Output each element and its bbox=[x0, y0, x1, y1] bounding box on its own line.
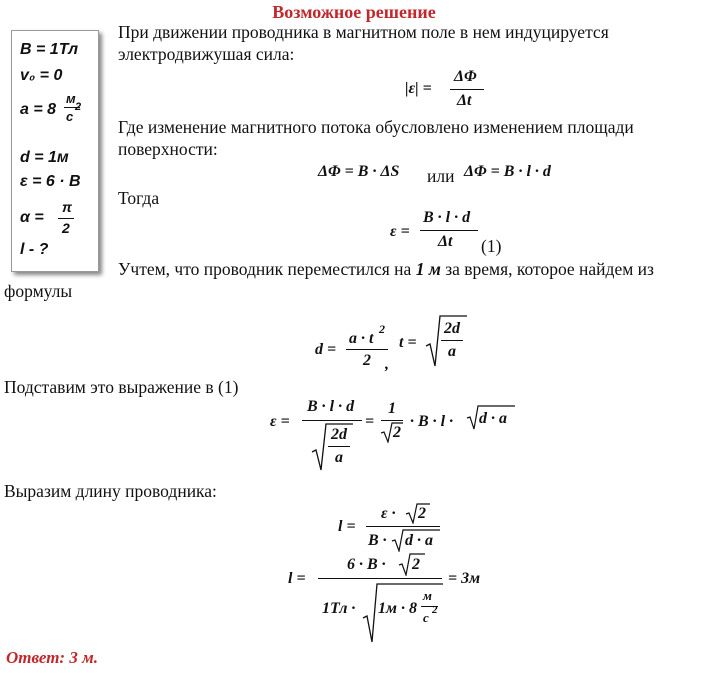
formula-d-comma: , bbox=[385, 356, 389, 373]
formula-t-lhs: t = bbox=[399, 334, 417, 351]
formula-final-m: м bbox=[423, 588, 432, 603]
given-a-pow: 2 bbox=[75, 101, 82, 113]
given-eps: ε = 6 · B bbox=[20, 173, 81, 190]
given-B: B = 1Тл bbox=[20, 41, 79, 58]
formula-final-c: с bbox=[423, 610, 429, 625]
formula-1-lhs: ε = bbox=[390, 223, 410, 240]
text-p3b: формулы bbox=[4, 281, 73, 301]
formula-1-den: Δt bbox=[438, 233, 453, 250]
given-a-den: с bbox=[66, 109, 74, 124]
formula-d-lhs: d = bbox=[315, 341, 337, 358]
formula-sub-lhs: ε = bbox=[270, 413, 290, 430]
formula-dphi-ds: ΔΦ = B · ΔS bbox=[318, 163, 400, 180]
formula-l-num: ε · bbox=[381, 505, 396, 522]
formula-d-pow: 2 bbox=[379, 322, 385, 336]
formula-t-num: 2d bbox=[444, 320, 460, 337]
text-p2a: Где изменение магнитного потока обусловлено изменением площади bbox=[118, 117, 634, 137]
formula-sub-sqrt3: d · a bbox=[479, 410, 507, 427]
formula-1-num: B · l · d bbox=[423, 209, 471, 226]
formula-t-den: a bbox=[448, 343, 456, 360]
text-p3a: Учтем, что проводник переместился на 1 м за время, которое найдем из bbox=[118, 259, 654, 279]
formula-final-den-sqrt: 1м · 8 bbox=[378, 600, 417, 617]
formula-final-den: 1Тл · bbox=[322, 600, 356, 617]
text-p4: Подставим это выражение в (1) bbox=[4, 377, 239, 397]
formula-l-den: B · bbox=[368, 532, 387, 549]
answer: Ответ: 3 м. bbox=[6, 648, 98, 667]
formula-sub-sqrt-den: a bbox=[335, 449, 343, 466]
given-d: d = 1м bbox=[20, 149, 69, 166]
formula-sub-den2: 2 bbox=[393, 424, 401, 441]
formula-1-tag: (1) bbox=[481, 236, 502, 256]
formula-sub-rest: · B · l · bbox=[410, 413, 454, 430]
formula-sub-num2: 1 bbox=[388, 400, 396, 417]
text-or: или bbox=[427, 166, 455, 186]
given-v0: v₀ = 0 bbox=[20, 67, 63, 84]
given-a-num: м bbox=[66, 91, 76, 106]
formula-d-num: a · t bbox=[349, 330, 374, 347]
formula-dphi-bld: ΔΦ = B · l · d bbox=[464, 163, 551, 180]
formula-sub-eq: = bbox=[365, 413, 375, 430]
formula-l-lhs: l = bbox=[338, 518, 356, 535]
formula-emf-lhs: |ε| = bbox=[405, 80, 432, 97]
text-p1b: электродвижушая сила: bbox=[118, 44, 295, 64]
formula-final-result: = 3м bbox=[448, 570, 481, 587]
text-then: Тогда bbox=[118, 188, 160, 208]
given-alpha: α = bbox=[20, 209, 44, 226]
formula-l-num-sqrt: 2 bbox=[418, 505, 426, 522]
formula-sub-sqrt-num: 2d bbox=[331, 426, 347, 443]
formula-d-den: 2 bbox=[363, 352, 371, 369]
formula-emf-den: Δt bbox=[457, 92, 472, 109]
given-l: l - ? bbox=[20, 241, 49, 258]
formula-emf-num: ΔΦ bbox=[454, 68, 477, 85]
text-p1a: При движении проводника в магнитном поле в нем индуцируется bbox=[118, 22, 609, 42]
given-alpha-den: 2 bbox=[62, 220, 70, 236]
formula-final-pow: 2 bbox=[432, 604, 438, 616]
formula-sub-num: B · l · d bbox=[307, 398, 355, 415]
formula-final-num: 6 · B · bbox=[347, 556, 386, 573]
page-title: Возможное решение bbox=[272, 2, 436, 22]
given-alpha-num: π bbox=[62, 199, 72, 215]
given-a: a = 8 bbox=[20, 101, 57, 118]
text-p5: Выразим длину проводника: bbox=[4, 481, 217, 501]
formula-final-lhs: l = bbox=[288, 570, 306, 587]
given-box bbox=[11, 30, 99, 272]
text-p2b: поверхности: bbox=[118, 139, 218, 159]
formula-final-num-sqrt: 2 bbox=[412, 556, 420, 573]
formula-l-den-sqrt: d · a bbox=[405, 532, 433, 549]
